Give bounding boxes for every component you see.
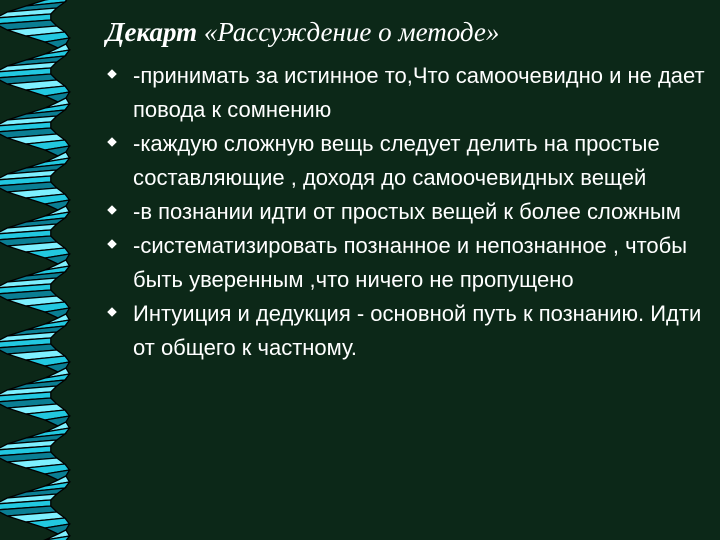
bullet-item-4 (104, 229, 716, 297)
bullet-item-1 (104, 59, 716, 127)
title-work: «Рассуждение о методе» (197, 17, 500, 47)
bullet-diamond-icon (107, 137, 117, 147)
bullet-diamond-icon (107, 69, 117, 79)
bullet-item-5 (104, 297, 716, 365)
bullet-diamond-icon (107, 307, 117, 317)
bullet-text: -систематизировать познанное и непознанное , чтобы быть уверенным ,что ничего не пропущено (133, 233, 688, 292)
bullet-diamond-icon (107, 205, 117, 215)
bullet-diamond-icon (107, 239, 117, 249)
bullet-text: Интуиция и дедукция - основной путь к познанию. Идти от общего к частному. (133, 301, 702, 360)
bullet-item-3 (104, 195, 716, 229)
wave-decoration (0, 0, 110, 540)
slide-title (106, 12, 706, 52)
bullet-item-2 (104, 127, 716, 195)
bullet-text: -в познании идти от простых вещей к более сложным (133, 199, 681, 224)
title-author: Декарт (106, 17, 198, 47)
bullet-list (104, 59, 716, 365)
bullet-text: -принимать за истинное то,Что самоочевидно и не дает повода к сомнению (133, 63, 705, 122)
ribbon-stripe (26, 536, 70, 540)
bullet-text: -каждую сложную вещь следует делить на простые составляющие , доходя до самоочевидных вещей (133, 131, 660, 190)
